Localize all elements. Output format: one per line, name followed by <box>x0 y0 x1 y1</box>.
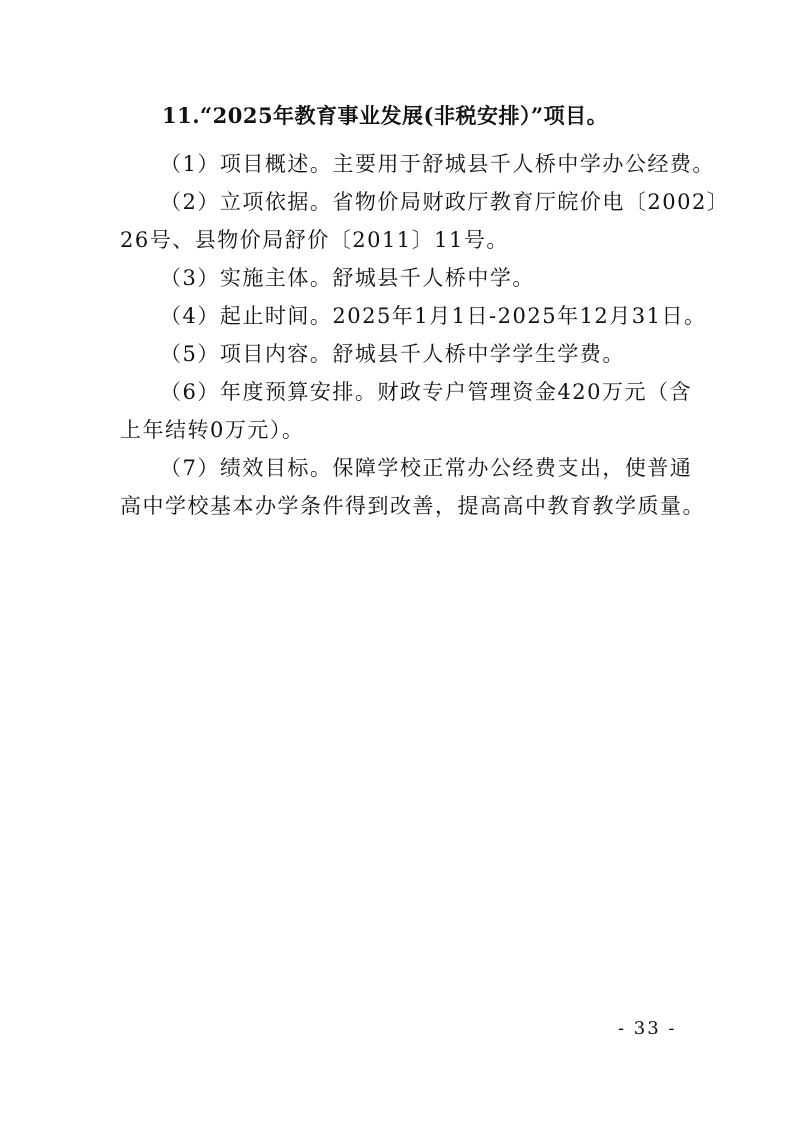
paragraph-performance-goal <box>120 449 705 525</box>
paragraph-line: （7）绩效目标。保障学校正常办公经费支出，使普通 <box>160 456 693 480</box>
section-heading: 11.“2025年教育事业发展(非税安排）”项目。 <box>162 103 609 128</box>
paragraph-line: 26号、县物价局舒价〔2011〕11号。 <box>120 228 509 252</box>
paragraph-budget <box>120 373 692 449</box>
paragraph-content <box>120 335 680 373</box>
paragraph-basis <box>120 183 730 259</box>
paragraph-line: 高中学校基本办学条件得到改善，提高高中教育教学质量。 <box>120 494 705 518</box>
paragraph-line: （1）项目概述。主要用于舒城县千人桥中学办公经费。 <box>160 152 715 176</box>
page-number: - 33 - <box>618 1018 677 1039</box>
paragraph-period <box>120 297 707 335</box>
paragraph-line: （3）实施主体。舒城县千人桥中学。 <box>160 266 535 290</box>
paragraph-line: （6）年度预算安排。财政专户管理资金420万元（含 <box>160 380 692 404</box>
paragraph-line: 上年结转0万元）。 <box>120 418 305 442</box>
paragraph-implementer <box>120 259 680 297</box>
paragraph-line: （2）立项依据。省物价局财政厅教育厅皖价电〔2002〕 <box>160 190 730 214</box>
paragraph-project-overview <box>120 145 715 183</box>
paragraph-line: （4）起止时间。2025年1月1日-2025年12月31日。 <box>160 304 707 328</box>
paragraph-line: （5）项目内容。舒城县千人桥中学学生学费。 <box>160 342 625 366</box>
